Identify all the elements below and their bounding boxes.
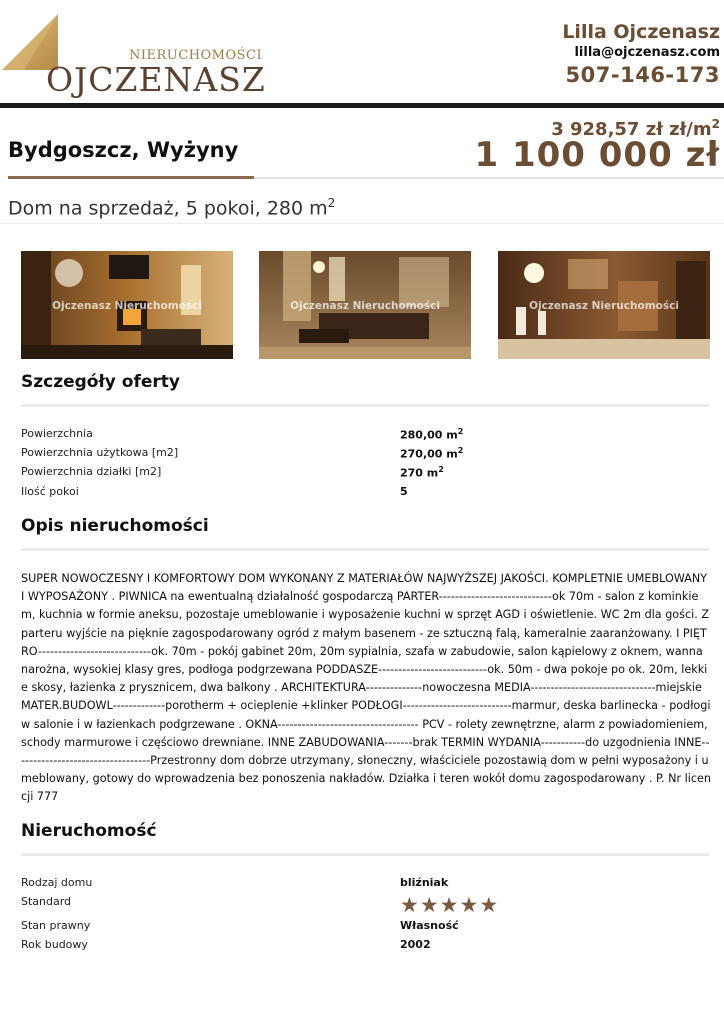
price-per-m2-sup: 2 bbox=[711, 117, 720, 131]
standard-rating bbox=[400, 893, 499, 917]
price-per-m2-value: 3 928,57 zł zł/m bbox=[551, 119, 712, 140]
description-divider bbox=[21, 548, 709, 551]
star-icon: ★ bbox=[459, 893, 479, 917]
property-value-year: 2002 bbox=[400, 938, 431, 951]
listing-price: 1 100 000 zł bbox=[474, 135, 720, 175]
detail-value-area-sup: 2 bbox=[457, 427, 464, 436]
agent-phone[interactable]: 507-146-173 bbox=[565, 63, 720, 87]
detail-label-plot-area: Powierzchnia działki [m2] bbox=[21, 465, 162, 478]
title-divider-accent bbox=[8, 176, 254, 179]
photo-watermark: Ojczenasz Nieruchomości bbox=[529, 300, 679, 312]
detail-value-rooms: 5 bbox=[400, 485, 408, 498]
star-icon: ★ bbox=[439, 893, 459, 917]
header-divider bbox=[0, 103, 724, 108]
detail-value-usable-area bbox=[400, 446, 463, 461]
agent-email[interactable]: lilla@ojczenasz.com bbox=[574, 45, 720, 60]
logo-subtitle: NIERUCHOMOŚCI bbox=[129, 48, 263, 63]
listing-location: Bydgoszcz, Wyżyny bbox=[8, 138, 239, 162]
detail-value-usable-area-text: 270,00 m bbox=[400, 447, 458, 461]
property-label-year: Rok budowy bbox=[21, 938, 88, 951]
detail-value-plot-area-text: 270 m bbox=[400, 466, 439, 480]
photo-2[interactable] bbox=[259, 251, 471, 359]
property-label-type: Rodzaj domu bbox=[21, 876, 93, 889]
detail-value-usable-area-sup: 2 bbox=[457, 446, 464, 455]
star-icon: ★ bbox=[419, 893, 439, 917]
detail-value-area bbox=[400, 427, 463, 442]
listing-subtitle bbox=[8, 196, 335, 219]
photo-watermark: Ojczenasz Nieruchomości bbox=[290, 300, 440, 312]
property-label-standard: Standard bbox=[21, 895, 72, 908]
property-label-legal: Stan prawny bbox=[21, 919, 91, 932]
subtitle-divider bbox=[0, 223, 724, 224]
details-title: Szczegóły oferty bbox=[21, 372, 180, 392]
star-icon: ★ bbox=[479, 893, 499, 917]
title-divider bbox=[254, 177, 724, 179]
logo-title: OJCZENASZ bbox=[46, 60, 266, 99]
detail-value-plot-area-sup: 2 bbox=[438, 465, 444, 474]
description-title: Opis nieruchomości bbox=[21, 516, 209, 536]
detail-label-rooms: Ilość pokoi bbox=[21, 485, 79, 498]
property-divider bbox=[21, 853, 709, 856]
agency-logo bbox=[0, 12, 266, 99]
details-divider bbox=[21, 404, 709, 407]
detail-label-usable-area: Powierzchnia użytkowa [m2] bbox=[21, 446, 179, 459]
property-value-legal: Własność bbox=[400, 919, 459, 932]
listing-subtitle-text: Dom na sprzedaż, 5 pokoi, 280 m bbox=[8, 197, 328, 220]
detail-value-area-text: 280,00 m bbox=[400, 428, 458, 442]
agent-name: Lilla Ojczenasz bbox=[562, 21, 720, 43]
property-value-type: bliźniak bbox=[400, 876, 449, 889]
description-text: SUPER NOWOCZESNY I KOMFORTOWY DOM WYKONANY Z MATERIAŁÓW NAJWYŻSZEJ JAKOŚCI. KOMPLETNIE UMEBLOWANY I WYPOSAŻONY . PIWNICA na ewentualną działalność gospodarczą PARTER----------------------------ok 70m - salon z kominkiem, kuchnia w formie aneksu, pozostaje umeblowanie i wyposażenie kuchni w sprzęt AGD i oświetlenie. WC 2m dla gości. Z parteru wyjście na pięknie zagospodarowany ogród z małym basenem - ze sztuczną falą, kameralnie zaaranżowany. I PIĘTRO----------------------------ok. 70m - pokój gabinet 20m, 20m sypialnia, szafa w zabudowie, salon kąpielowy z oknem, wanna narożna, wysokiej klasy gres, podłoga podgrzewana PODDASZE---------------------------ok. 50m - dwa pokoje po ok. 20m, lekkie skosy, łazienka z prysznicem, dwa balkony . ARCHITEKTURA--------------nowoczesna MEDIA-------------------------------miejskie MATER.BUDOWL-------------porotherm + ocieplenie +klinker PODŁOGI---------------------------marmur, deska barlinecka - podłogi w salonie i w łazienkach podgrzewane . OKNA----------------------------------- PCV - rolety zewnętrzne, alarm z powiadomieniem, schody marmurowe i częściowo drewniane. INNE ZABUDOWANIA-------brak TERMIN WYDANIA-----------do uzgodnienia INNE----------------------------------Przestronny dom dobrze utrzymany, słoneczny, właściciele pozostawią dom w pełni wyposażony i umeblowany, gotowy do wprowadzenia bez ponoszenia nakładów. Działka i teren wokół domu zagospodarowany . P. Nr licencji 777 bbox=[21, 572, 711, 804]
detail-label-area: Powierzchnia bbox=[21, 427, 93, 440]
agent-contact bbox=[562, 20, 720, 88]
detail-value-plot-area bbox=[400, 465, 444, 480]
photo-3[interactable] bbox=[498, 251, 710, 359]
photo-1[interactable] bbox=[21, 251, 233, 359]
star-icon: ★ bbox=[400, 893, 419, 917]
property-title: Nieruchomość bbox=[21, 821, 157, 841]
listing-subtitle-sup: 2 bbox=[327, 196, 336, 210]
photo-watermark: Ojczenasz Nieruchomości bbox=[52, 300, 202, 312]
